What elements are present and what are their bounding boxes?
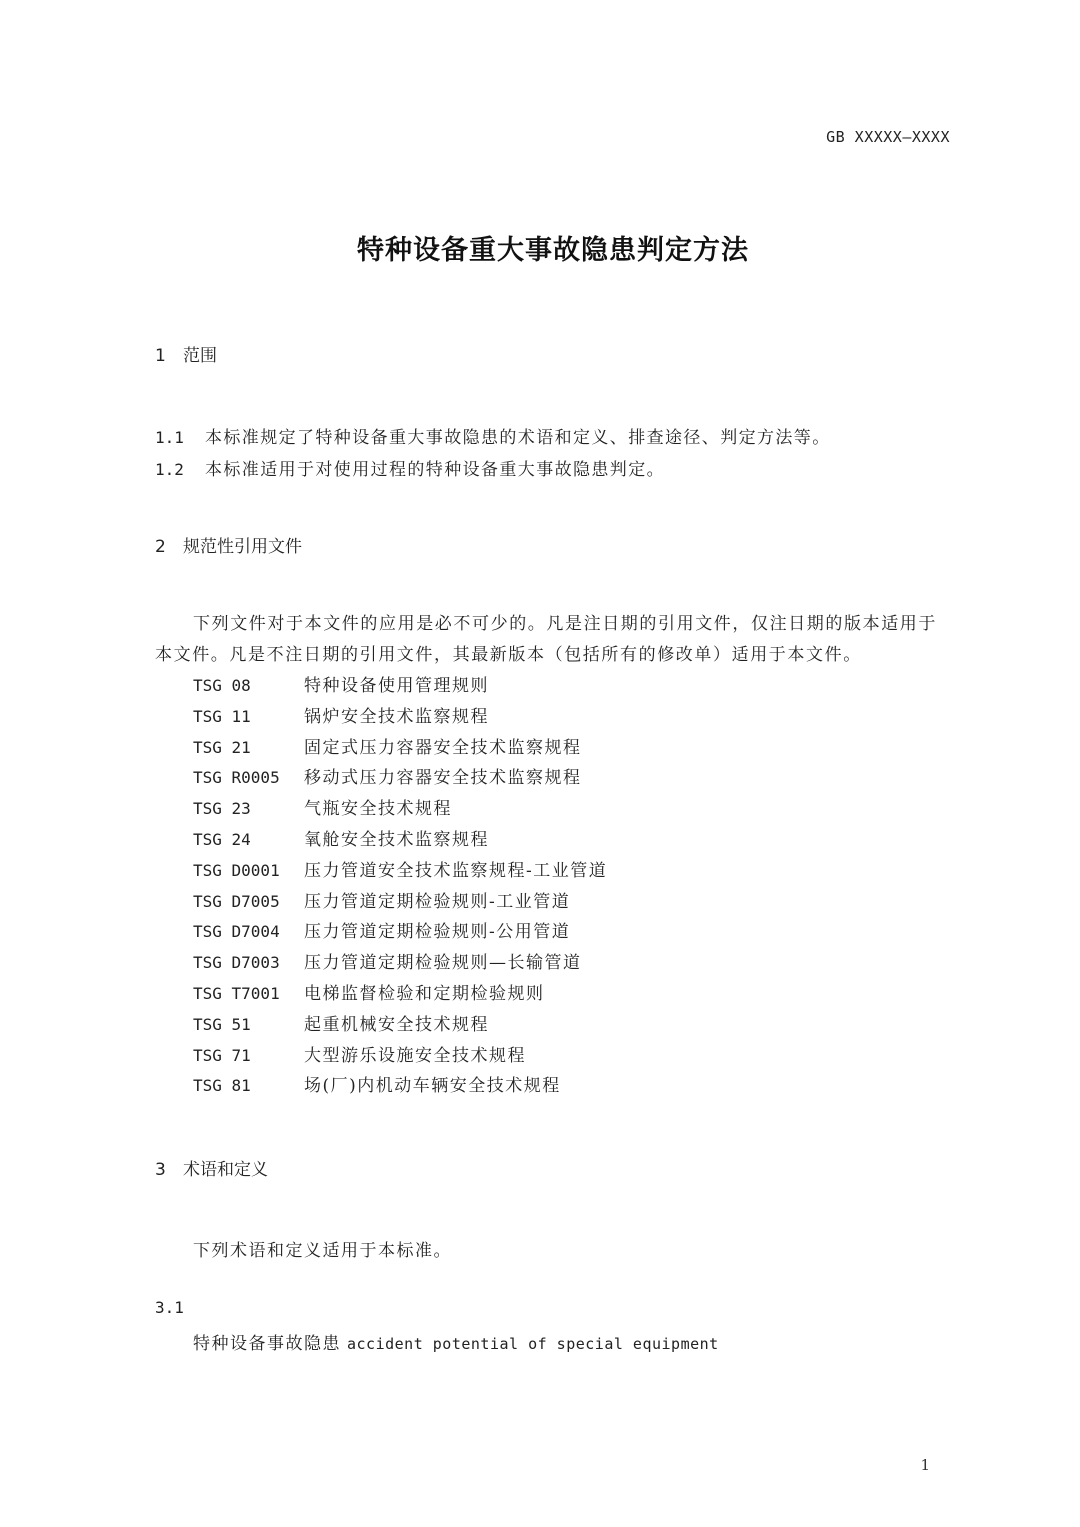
- section-title: 范围: [183, 346, 217, 366]
- reference-item: [193, 1041, 607, 1072]
- reference-item: [193, 948, 607, 979]
- term-english: accident potential of special equipment: [347, 1335, 719, 1353]
- clause-number: 1.1: [155, 428, 184, 447]
- reference-code: TSG R0005: [193, 768, 280, 788]
- section-number: 3: [155, 1160, 166, 1180]
- reference-title: 压力管道定期检验规则-公用管道: [304, 922, 571, 943]
- reference-title: 固定式压力容器安全技术监察规程: [304, 737, 582, 758]
- reference-title: 电梯监督检验和定期检验规则: [304, 983, 545, 1004]
- reference-title: 场(厂)内机动车辆安全技术规程: [304, 1076, 561, 1097]
- reference-item: [193, 887, 607, 918]
- reference-item: [193, 702, 607, 733]
- reference-code: TSG 51: [193, 1014, 251, 1034]
- section-number: 2: [155, 537, 166, 557]
- section-title: 术语和定义: [183, 1160, 268, 1180]
- reference-code: TSG 81: [193, 1076, 251, 1096]
- term-entry: [193, 1329, 719, 1354]
- section-number: 1: [155, 346, 166, 366]
- terms-intro-text: 下列术语和定义适用于本标准。: [193, 1241, 452, 1261]
- clause-text: 本标准适用于对使用过程的特种设备重大事故隐患判定。: [205, 460, 665, 480]
- reference-item: [193, 763, 607, 794]
- reference-title: 大型游乐设施安全技术规程: [304, 1045, 526, 1066]
- reference-item: [193, 1071, 607, 1102]
- section-heading-scope: [155, 341, 217, 366]
- reference-code: TSG D7003: [193, 953, 280, 973]
- reference-code: TSG 08: [193, 676, 251, 695]
- reference-title: 起重机械安全技术规程: [304, 1014, 489, 1035]
- term-number: 3.1: [155, 1298, 184, 1317]
- references-intro-paragraph: 下列文件对于本文件的应用是必不可少的。凡是注日期的引用文件，仅注日期的版本适用于本文件。凡是不注日期的引用文件，其最新版本（包括所有的修改单）适用于本文件。: [155, 614, 937, 665]
- reference-code: TSG 24: [193, 829, 251, 849]
- reference-title: 压力管道安全技术监察规程-工业管道: [304, 860, 608, 881]
- clause-1-1: [155, 423, 831, 448]
- reference-title: 锅炉安全技术监察规程: [304, 706, 489, 727]
- reference-title: 特种设备使用管理规则: [304, 676, 489, 696]
- reference-item: [193, 825, 607, 856]
- reference-title: 移动式压力容器安全技术监察规程: [304, 768, 582, 789]
- reference-list: [193, 671, 607, 1102]
- reference-item: [193, 733, 607, 764]
- section-title: 规范性引用文件: [183, 537, 302, 557]
- reference-code: TSG 23: [193, 799, 251, 819]
- reference-title: 压力管道定期检验规则-工业管道: [304, 891, 571, 912]
- section-heading-terms-definitions: [155, 1155, 268, 1180]
- reference-title: 氧舱安全技术监察规程: [304, 829, 489, 850]
- reference-item: [193, 856, 607, 887]
- page-number: 1: [920, 1456, 930, 1474]
- term-chinese: 特种设备事故隐患: [193, 1334, 341, 1354]
- reference-code: TSG T7001: [193, 983, 280, 1003]
- reference-code: TSG 71: [193, 1045, 251, 1065]
- reference-title: 气瓶安全技术规程: [304, 799, 452, 820]
- section-heading-normative-references: [155, 532, 302, 557]
- reference-code: TSG D7004: [193, 922, 280, 942]
- reference-item: [193, 1010, 607, 1041]
- standard-code: GB XXXXX—XXXX: [826, 128, 950, 146]
- reference-item: [193, 794, 607, 825]
- reference-code: TSG 21: [193, 737, 251, 757]
- reference-title: 压力管道定期检验规则—长输管道: [304, 953, 582, 974]
- clause-1-2: [155, 455, 665, 480]
- document-title: 特种设备重大事故隐患判定方法: [357, 235, 749, 266]
- reference-code: TSG D7005: [193, 891, 280, 911]
- reference-code: TSG 11: [193, 706, 251, 726]
- clause-text: 本标准规定了特种设备重大事故隐患的术语和定义、排查途径、判定方法等。: [205, 428, 831, 448]
- reference-code: TSG D0001: [193, 860, 280, 880]
- reference-item: [193, 979, 607, 1010]
- clause-number: 1.2: [155, 460, 184, 479]
- reference-item: [193, 917, 607, 948]
- reference-item: [193, 671, 607, 702]
